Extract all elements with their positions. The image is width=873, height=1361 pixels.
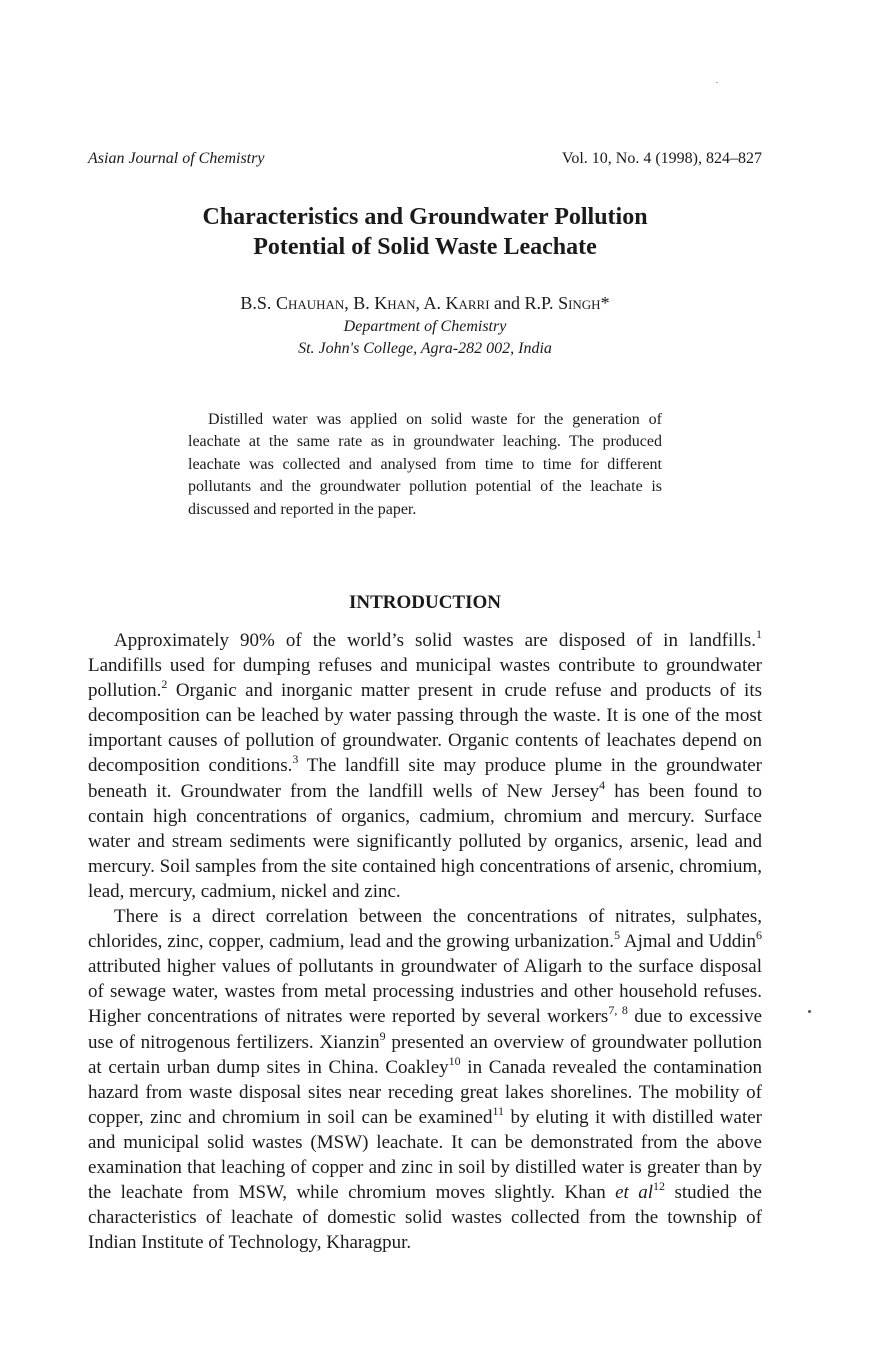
text-run: has been found to contain high concentrations of organics, cadmium, chromium and mercury. Surface water and stream sediments were significantly polluted by organics, arsenic, lead and mercury. Soil samples from the site contained high concentrations of arsenic, chromium, lead, mercury, cadmium, nickel and zinc.: [88, 780, 762, 902]
author-separator: , B.: [344, 293, 375, 313]
author-surname: Singh: [558, 293, 601, 313]
author-surname: Karri: [445, 293, 490, 313]
citation-ref: 6: [756, 928, 762, 943]
volume-info: Vol. 10, No. 4 (1998), 824–827: [561, 150, 762, 167]
citation-ref: 12: [653, 1179, 666, 1194]
citation-ref: 7, 8: [608, 1003, 628, 1018]
author-surname: Khan: [374, 293, 416, 313]
text-run: by eluting it with distilled water and municipal solid wastes (MSW) leachate. It can be demonstrated from the above examination that leaching of copper and zinc in soil by distilled water is greater than by the leachate from MSW, while chromium moves slightly. Khan: [88, 1106, 762, 1204]
text-run: Organic and inorganic matter present in crude refuse and products of its decomposition can be leached by water passing through the waste. It is one of the most important causes of pollution of groundwater. Organic contents of leachates depend on decomposition conditions.: [88, 680, 762, 777]
scan-speck: [808, 1010, 811, 1013]
citation-ref: 10: [448, 1053, 461, 1068]
paragraph: [88, 904, 762, 1255]
author-initials: B.S.: [240, 293, 276, 313]
text-run: The landfill site may produce plume in the groundwater beneath it. Groundwater from the landfill wells of New Jersey: [88, 755, 762, 802]
introduction-body: [88, 628, 762, 1255]
author-separator: , A.: [415, 293, 446, 313]
corresponding-mark: *: [600, 293, 610, 313]
citation-ref: 5: [614, 928, 621, 943]
text-run: Landifills used for dumping refuses and municipal wastes contribute to groundwater pollution.: [88, 655, 762, 702]
abstract: Distilled water was applied on solid waste for the generation of leachate at the same rate as in groundwater leaching. The produced leachate was collected and analysed from time to time for different pollutants and the groundwater pollution potential of the leachate is discussed and reported in the paper.: [188, 411, 662, 518]
text-run: attributed higher values of pollutants in groundwater of Aligarh to the surface disposal of sewage water, wastes from metal processing industries and other household refuses. Higher concentrations of nitrates were reported by several workers: [88, 956, 762, 1028]
journal-name: Asian Journal of Chemistry: [88, 150, 265, 167]
text-run: studied the characteristics of leachate of domestic solid wastes collected from the township of Indian Institute of Technology, Kharagpur.: [88, 1182, 762, 1254]
title-line-2: Potential of Solid Waste Leachate: [253, 234, 597, 260]
section-heading-introduction: INTRODUCTION: [348, 592, 502, 613]
running-head: [88, 150, 762, 168]
citation-ref: 4: [599, 777, 606, 792]
department: Department of Chemistry: [343, 318, 507, 335]
citation-ref: 9: [379, 1028, 386, 1043]
title-line-1: Characteristics and Groundwater Pollution: [202, 204, 648, 230]
text-run: due to excessive use of nitrogenous fertilizers. Xianzin: [88, 1006, 762, 1053]
affiliation: [88, 316, 762, 360]
citation-ref: 11: [492, 1103, 505, 1118]
college-address: St. John's College, Agra-282 002, India: [298, 340, 552, 357]
author-list: [88, 292, 762, 314]
citation-ref: 3: [292, 752, 299, 767]
text-run: Ajmal and Uddin: [620, 931, 756, 953]
citation-ref: 2: [161, 677, 168, 692]
author-separator: and R.P.: [489, 293, 559, 313]
text-run: Approximately 90% of the world’s solid wastes are disposed of in landfills.: [114, 630, 756, 651]
text-run: presented an overview of groundwater pollution at certain urban dump sites in China. Coakley: [88, 1031, 762, 1078]
paper-title: [88, 202, 762, 262]
et-al: et al: [615, 1182, 654, 1204]
author-surname: Chauhan: [275, 293, 345, 313]
citation-ref: 1: [756, 627, 762, 641]
text-run: There is a direct correlation between the concentrations of nitrates, sulphates, chlorides, zinc, copper, cadmium, lead and the growing urbanization.: [88, 906, 762, 953]
scan-speck: [716, 82, 718, 83]
text-run: in Canada revealed the contamination hazard from waste disposal sites near receding great lakes shorelines. The mobility of copper, zinc and chromium in soil can be examined: [88, 1056, 762, 1128]
paragraph: [88, 628, 762, 904]
